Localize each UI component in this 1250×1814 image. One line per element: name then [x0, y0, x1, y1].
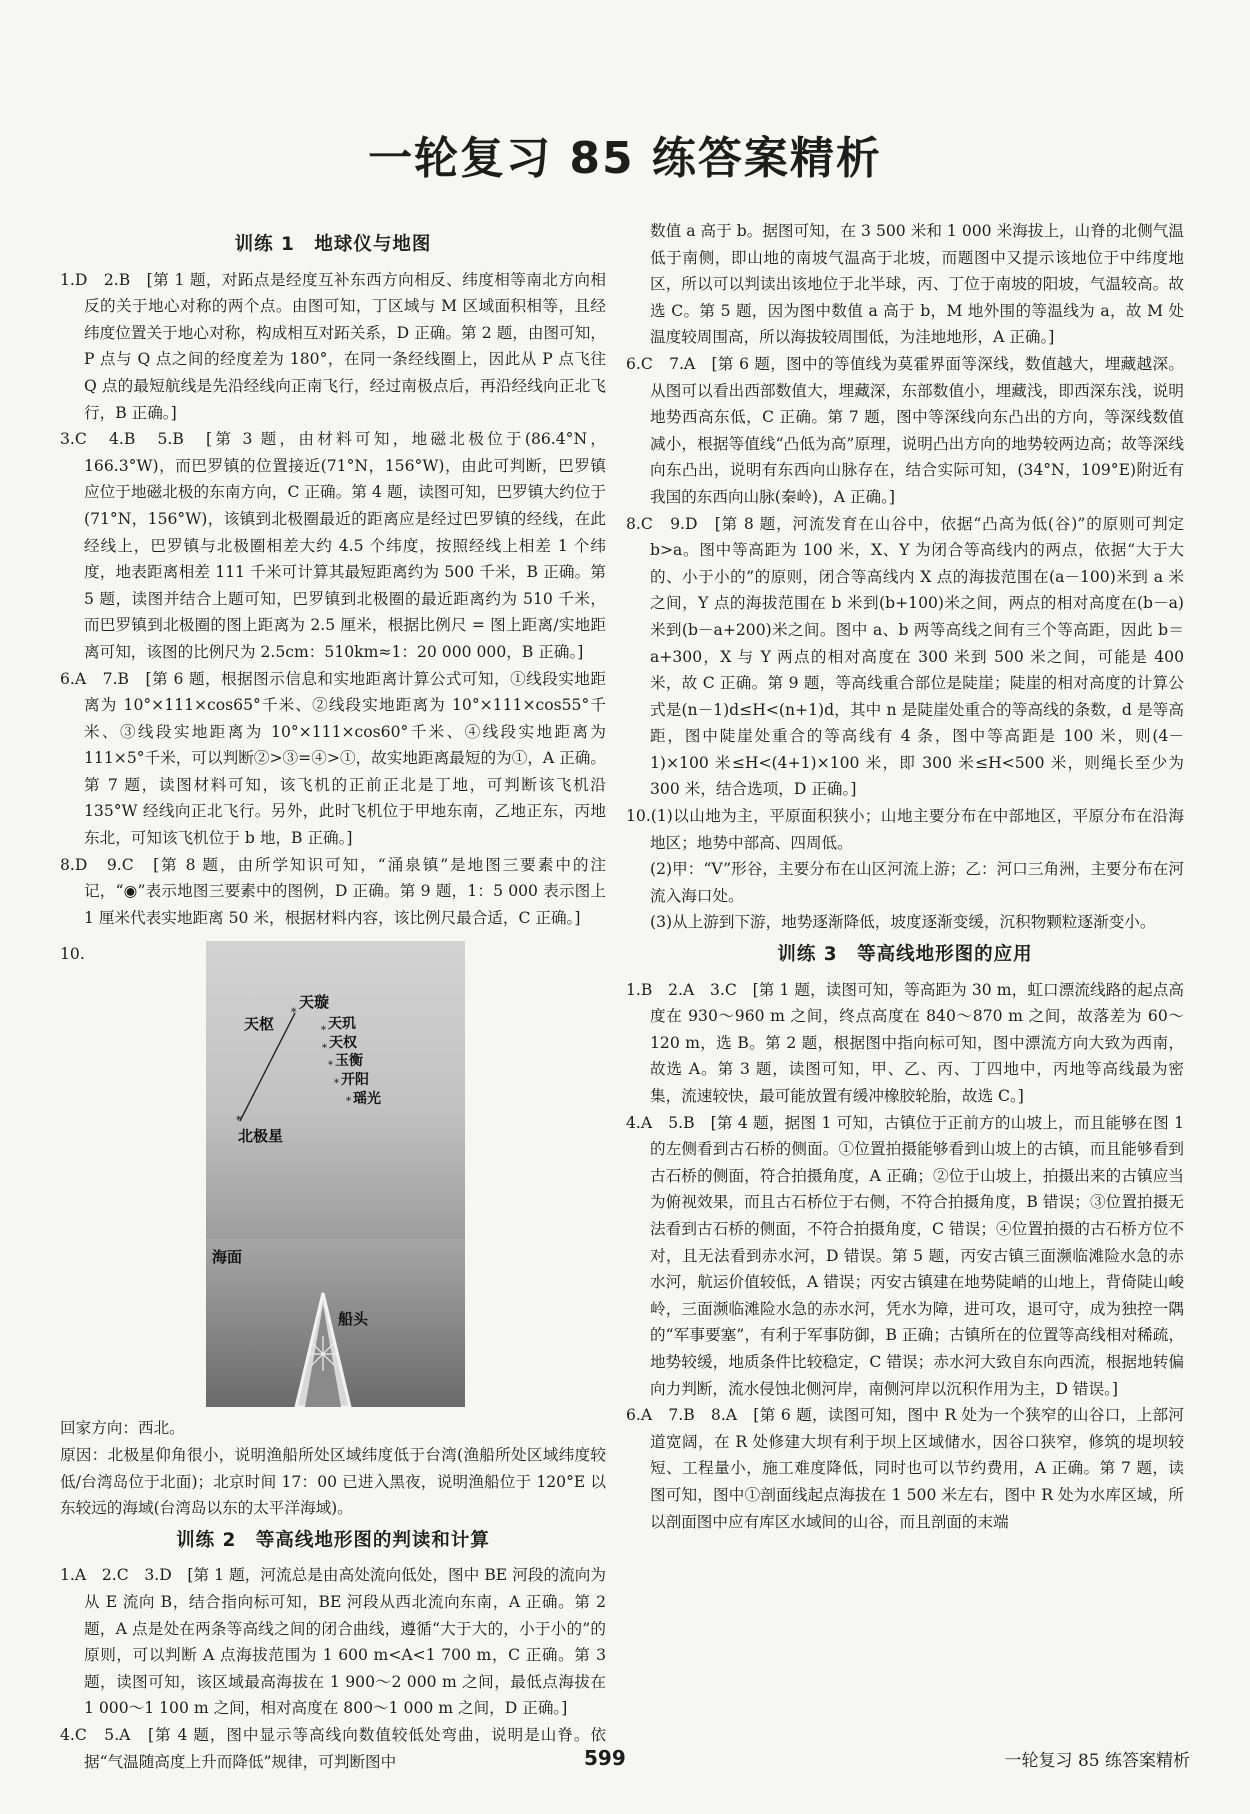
answer-paragraph: 8.D 9.C [第 8 题，由所学知识可知，“涌泉镇”是地图三要素中的注记，“◉”表示地图三要素中的图例，D 正确。第 9 题，1：5 000 表示图上 1 厘米代表实地距离 50 米，根据材料内容，该比例尺最合适，C 正确。]: [60, 855, 606, 927]
page-title: 一轮复习 85 练答案精析: [368, 133, 882, 184]
answer-paragraph: (2)甲：“V”形谷，主要分布在山区河流上游；乙：河口三角洲，主要分布在河流入海口处。: [650, 860, 1184, 905]
figure-number: 10.: [60, 945, 85, 964]
sky-area: [206, 941, 465, 1241]
bow-label: 船头: [338, 1310, 369, 1329]
figure-block: [60, 941, 606, 1411]
answer-paragraph: 1.B 2.A 3.C [第 1 题，读图可知，等高距为 30 m，虹口漂流线路的起点高度在 930～960 m 之间，终点高度在 840～870 m 之间，故落差为 60～120 m，选 B。第 2 题，根据图中指向标可知，图中漂流方向大致为西南，故选 A。第 3 题，读图可知，甲、乙、丙、丁四地中，丙地等高线最为密集，流速较快，最可能放置有缓冲橡胶轮胎，故选 C。]: [626, 980, 1184, 1105]
page-number: 599: [584, 1746, 626, 1770]
star-marker: *: [346, 1096, 351, 1108]
star-marker: *: [291, 1006, 297, 1020]
section-heading-3: 训练 3 等高线地形图的应用: [777, 944, 1033, 966]
star-label-tianxuan: 天璇: [299, 993, 330, 1012]
answer-paragraph: (3)从上游到下游，地势逐渐降低，坡度逐渐变缓，沉积物颗粒逐渐变小。: [650, 913, 1156, 932]
star-label-tianji: 天玑: [328, 1016, 356, 1033]
sea-label: 海面: [212, 1248, 243, 1267]
answer-paragraph: 1.D 2.B [第 1 题，对跖点是经度互补东西方向相反、纬度相等南北方向相反的关于地心对称的两个点。由图可知，丁区域与 M 区域面积相等，且经纬度位置关于地心对称，构成相互对跖关系，D 正确。第 2 题，由图可知，P 点与 Q 点之间的经度差为 180°，在同一条经线圈上，因此从 P 点飞往 Q 点的最短航线是先沿经线向正南飞行，经过南极点后，再沿经线向正北飞行，B 正确。]: [60, 270, 606, 422]
star-label-yaoguang: 瑶光: [353, 1091, 381, 1108]
star-marker: *: [328, 1060, 333, 1072]
star-label-tianquan: 天权: [329, 1035, 357, 1052]
answer-paragraph: 1.A 2.C 3.D [第 1 题，河流总是由高处流向低处，图中 BE 河段的流向为从 E 流向 B，结合指向标可知，BE 河段从西北流向东南，A 正确。第 2 题，A 点是处在两条等高线之间的闭合曲线，遵循“大于大的，小于小的”的原则，可以判断 A 点海拔范围为 1 600 m<A<1 700 m，C 正确。第 3 题，读图可知，该区域最高海拔在 1 900～2 000 m 之间，最低点海拔在 1 000～1 100 m 之间，相对高度在 800～1 000 m 之间，D 正确。]: [60, 1566, 606, 1718]
answer-paragraph: 6.C 7.A [第 6 题，图中的等值线为莫霍界面等深线，数值越大，埋藏越深。从图可以看出西部数值大，埋藏深，东部数值小，埋藏浅，即西深东浅，说明地势西高东低，C 正确。第 7 题，图中等深线向东凸出的方向，等深线数值减小，根据等值线“凸低为高”原理，说明凸出方向的地势较两边高；故等深线向东凸出，说明有东西向山脉存在，结合实际可知，(34°N，109°E)附近有我国的东西向山脉(秦岭)，A 正确。]: [626, 354, 1184, 506]
answer-paragraph: 4.C 5.A [第 4 题，图中显示等高线向数值较低处弯曲，说明是山脊。依据“气温随高度上升而降低”规律，可判断图中: [60, 1725, 606, 1771]
answer-paragraph: 10.(1)以山地为主，平原面积狭小；山地主要分布在中部地区，平原分布在沿海地区；地势中部高、四周低。: [626, 807, 1184, 852]
section-heading-2: 训练 2 等高线地形图的判读和计算: [176, 1529, 490, 1551]
answer-paragraph: 原因：北极星仰角很小，说明渔船所处区域纬度低于台湾(渔船所处区域纬度较低/台湾岛位于北面)；北京时间 17：00 已进入黑夜，说明渔船位于 120°E 以东较远的海域(台湾岛以东的太平洋海域)。: [60, 1446, 606, 1518]
answer-paragraph: 数值 a 高于 b。据图可知，在 3 500 米和 1 000 米海拔上，山脊的北侧气温低于南侧，即山地的南坡气温高于北坡，而题图中又提示该地位于中纬度地区，所以可以判读出该地位于北半球，丙、丁位于南坡的阳坡，气温较高。故选 C。第 5 题，因为图中数值 a 高于 b，M 地外围的等温线为 a，故 M 处温度较周围高，所以海拔较周围低，为洼地地形，A 正确。]: [650, 222, 1184, 347]
answer-paragraph: 3.C 4.B 5.B [第 3 题，由材料可知，地磁北极位于(86.4°N，166.3°W)，而巴罗镇的位置接近(71°N，156°W)，由此可判断，巴罗镇应位于地磁北极的东南方向，C 正确。第 4 题，读图可知，巴罗镇大约位于(71°N，156°W)，该镇到北极圈最近的距离应是经过巴罗镇的经线，在此经线上，巴罗镇与北极圈相差大约 4.5 个纬度，按照经线上相差 1 个纬度，地表距离相差 111 千米可计算其最短距离约为 500 千米，B 正确。第 5 题，读图并结合上题可知，巴罗镇到北极圈的最近距离约为 510 千米，而巴罗镇到北极圈的图上距离为 2.5 厘米，根据比例尺 = 图上距离/实地距离可知，该图的比例尺为 2.5cm：510km≈1：20 000 000，B 正确。]: [60, 430, 606, 661]
star-marker: *: [321, 1025, 326, 1037]
star-label-yuheng: 玉衡: [335, 1053, 363, 1070]
star-label-beijixing: 北极星: [238, 1127, 284, 1146]
answer-paragraph: 8.C 9.D [第 8 题，河流发育在山谷中，依据“凸高为低(谷)”的原则可判定 b>a。图中等高距为 100 米，X、Y 为闭合等高线内的两点，依据“大于大的、小于小的”的原则，闭合等高线内 X 点的海拔范围在(a－100)米到 a 米之间，Y 点的海拔范围在 b 米到(b+100)米之间，两点的相对高度在(b－a)米到(b－a+200)米之间。图中 a、b 两等高线之间有三个等高距，因此 b＝a+300，X 与 Y 两点的相对高度在 300 米到 500 米之间，可能是 400 米，故 C 正确。第 9 题，等高线重合部位是陡崖；陡崖的相对高度的计算公式是(n－1)d≤H<(n+1)d，其中 n 是陡崖处重合的等高线的条数，d 是等高距，图中陡崖处重合的等高线有 4 条，图中等高距是 100 米，则(4－1)×100 米≤H<(4+1)×100 米，即 300 米≤H<500 米，则绳长至少为 300 米，结合选项，D 正确。]: [626, 514, 1184, 799]
star-marker: *: [236, 1114, 242, 1128]
star-marker: *: [334, 1078, 339, 1090]
answer-paragraph: 4.A 5.B [第 4 题，据图 1 可知，古镇位于正前方的山坡上，而且能够在图 1 的左侧看到古石桥的侧面。①位置拍摄能够看到山坡上的古镇，而且能够看到古石桥的侧面，符合拍摄角度，A 正确；②位于山坡上，拍摄出来的古镇应当为俯视效果，而且古石桥位于右侧，不符合拍摄角度，B 错误；③位置拍摄无法看到古石桥的侧面，不符合拍摄角度，C 错误；④位置拍摄的古石桥方位不对，且无法看到赤水河，D 错误。第 5 题，丙安古镇三面濒临滩险水急的赤水河，航运价值较低，A 错误；丙安古镇建在地势陡峭的山地上，背倚陡山峻岭，三面濒临滩险水急的赤水河，凭水为障，进可攻，退可守，成为独控一隅的“军事要塞”，有利于军事防御，B 正确；古镇所在的位置等高线相对稀疏，地势较缓，地质条件比较稳定，C 错误；赤水河大致自东向西流，根据地转偏向力判断，流水侵蚀北侧河岸，南侧河岸以沉积作用为主，D 错误。]: [626, 1113, 1184, 1398]
star-label-kaiyang: 开阳: [341, 1072, 369, 1089]
answer-paragraph: 回家方向：西北。: [60, 1419, 185, 1438]
star-label-tianshu: 天枢: [244, 1015, 275, 1034]
left-column: [60, 226, 606, 1775]
night-sky-photo: [206, 941, 465, 1407]
right-column: [626, 218, 1184, 1535]
answer-paragraph: 6.A 7.B [第 6 题，根据图示信息和实地距离计算公式可知，①线段实地距离为 10°×111×cos65°千米、②线段实地距离为 10°×111×cos55°千米、③线段实地距离为 10°×111×cos60°千米、④线段实地距离为 111×5°千米，可以判断②>③=④>①，故实地距离最短的为①，A 正确。第 7 题，读图材料可知，该飞机的正前正北是丁地，可判断该飞机沿 135°W 经线向正北飞行。另外，此时飞机位于甲地东南，乙地正东，丙地东北，可知该飞机位于 b 地，B 正确。]: [60, 669, 606, 848]
running-head: 一轮复习 85 练答案精析: [1004, 1751, 1190, 1771]
section-heading-1: 训练 1 地球仪与地图: [234, 234, 432, 255]
answer-paragraph: 6.A 7.B 8.A [第 6 题，读图可知，图中 R 处为一个狭窄的山谷口，上部河道宽阔，在 R 处修建大坝有利于坝上区域储水，因谷口狭窄，修筑的堤坝较短、工程量小，施工难度降低，同时也可以节约费用，A 正确。第 7 题，读图可知，图中①剖面线起点海拔在 1 500 米左右，图中 R 处为水库区域，所以剖面图中应有库区水域间的山谷，而且剖面的末端: [626, 1406, 1184, 1531]
star-marker: *: [322, 1043, 327, 1055]
